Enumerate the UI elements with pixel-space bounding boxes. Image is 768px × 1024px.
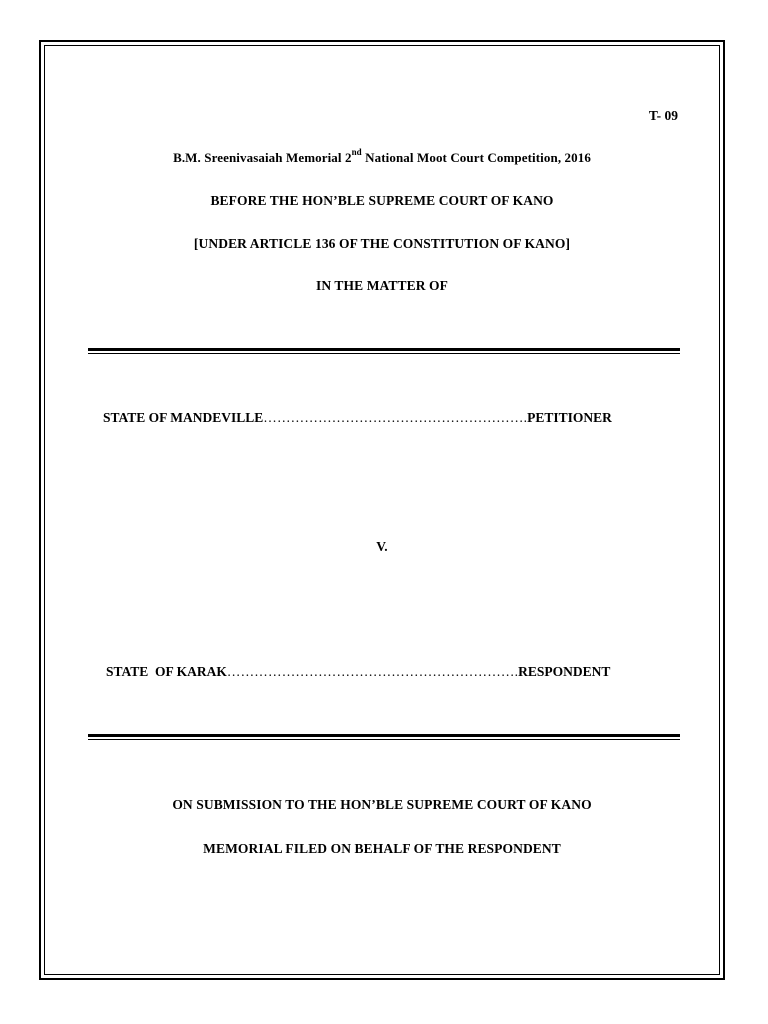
respondent-leader-dots: ……………………………………………………….: [226, 664, 519, 679]
submission-heading: ON SUBMISSION TO THE HON’BLE SUPREME COURT OF KANO: [172, 797, 592, 812]
page-inner-border: [44, 45, 720, 975]
competition-title-prefix: B.M. Sreenivasaiah Memorial 2: [173, 150, 352, 165]
court-heading: BEFORE THE HON’BLE SUPREME COURT OF KANO: [210, 193, 554, 208]
petitioner-line: [103, 410, 612, 426]
article-heading: [UNDER ARTICLE 136 OF THE CONSTITUTION OF KANO]: [193, 236, 571, 251]
matter-heading: IN THE MATTER OF: [316, 278, 448, 293]
respondent-role: RESPONDENT: [518, 664, 611, 679]
memorial-heading: MEMORIAL FILED ON BEHALF OF THE RESPONDENT: [203, 841, 561, 856]
versus-label: V.: [376, 539, 388, 554]
respondent-line: [106, 664, 610, 680]
petitioner-leader-dots: ………………………………………………….: [263, 410, 528, 425]
competition-title-ordinal: nd: [351, 146, 362, 157]
bottom-divider: [88, 734, 680, 740]
respondent-name: STATE OF KARAK: [106, 664, 227, 679]
competition-title-suffix: National Moot Court Competition, 2016: [361, 150, 591, 165]
competition-title: [44, 146, 720, 166]
team-code: T- 09: [648, 108, 678, 123]
top-divider: [88, 348, 680, 354]
petitioner-role: PETITIONER: [527, 410, 612, 425]
petitioner-name: STATE OF MANDEVILLE: [103, 410, 264, 425]
